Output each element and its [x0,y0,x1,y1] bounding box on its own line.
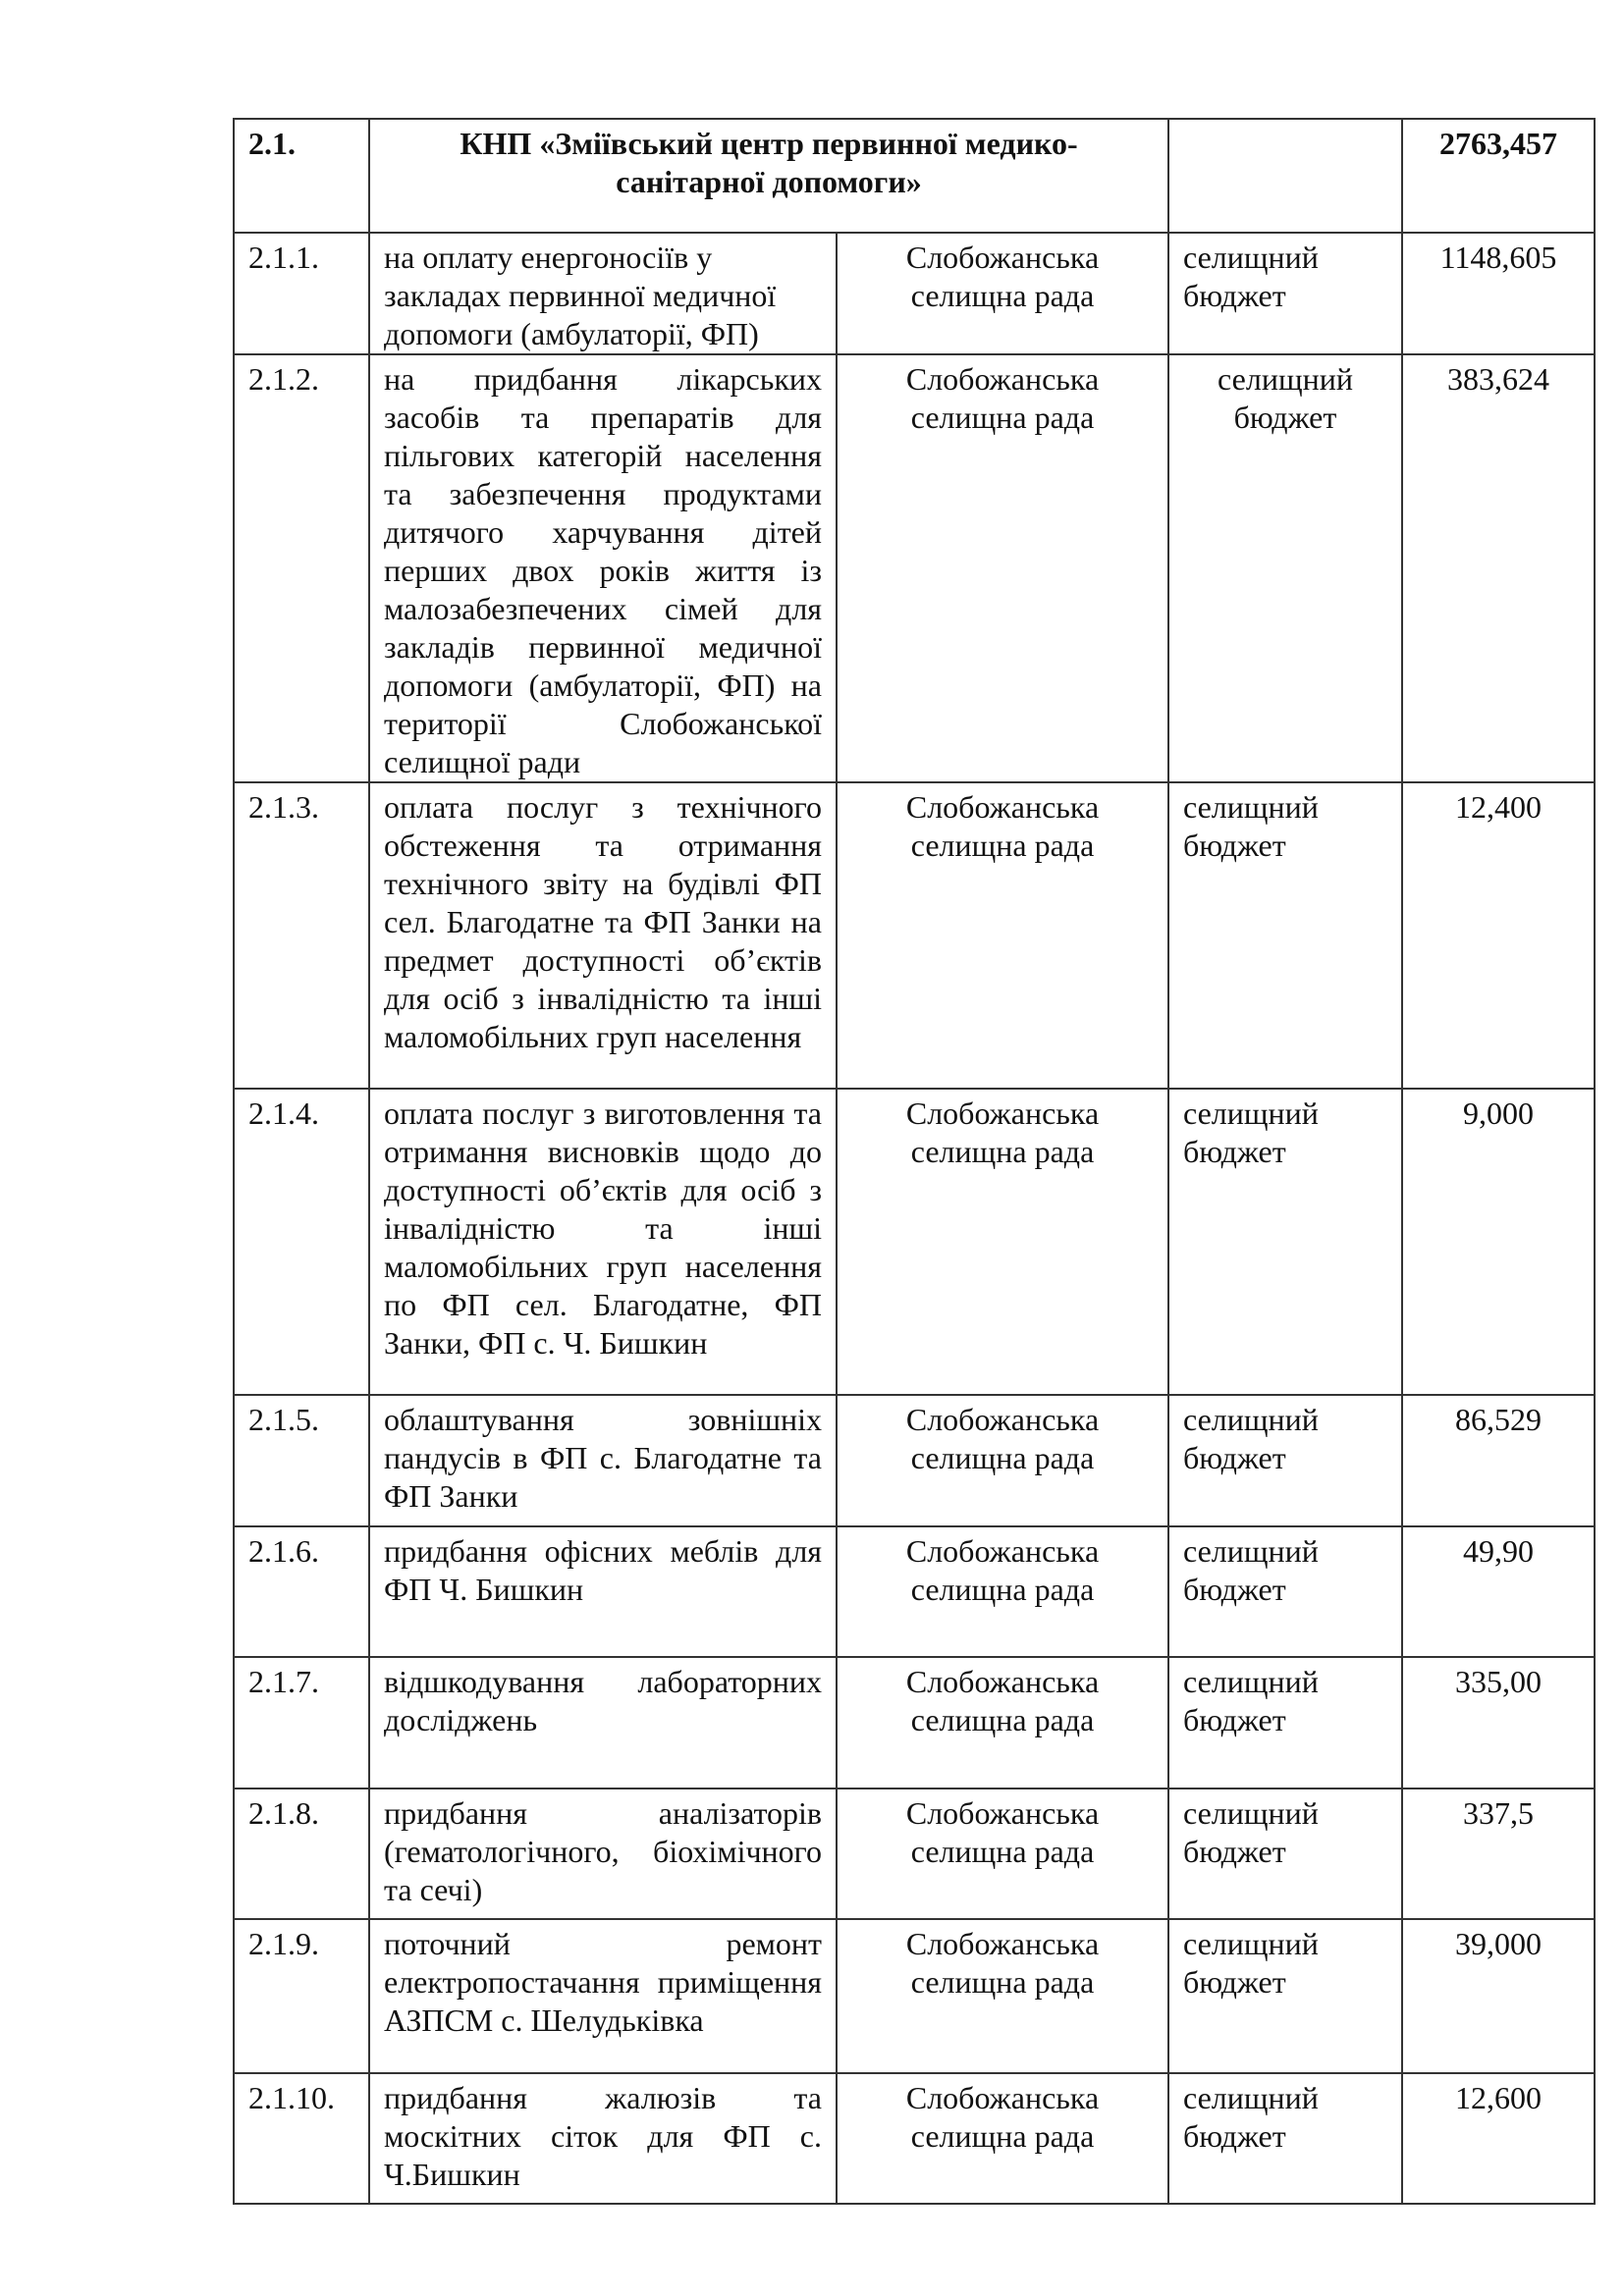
item-number: 2.1.10. [234,2073,369,2204]
item-description: облаштування зовнішніх пандусів в ФП с. Благодатне та ФП Занки [369,1395,837,1526]
section-header-row [234,119,1595,233]
table-row [234,2073,1595,2204]
table-row [234,233,1595,354]
item-source: селищний бюджет [1168,782,1402,1089]
item-source: селищний бюджет [1168,1919,1402,2073]
item-amount: 12,600 [1402,2073,1595,2204]
item-amount: 49,90 [1402,1526,1595,1657]
item-number: 2.1.8. [234,1789,369,1919]
item-amount: 1148,605 [1402,233,1595,354]
item-description: придбання жалюзів та москітних сіток для ФП с. Ч.Бишкин [369,2073,837,2204]
item-description: придбання аналізаторів (гематологічного, біохімічного та сечі) [369,1789,837,1919]
item-amount: 337,5 [1402,1789,1595,1919]
item-number: 2.1.2. [234,354,369,782]
item-source: селищний бюджет [1168,233,1402,354]
item-executor: Слобожанська селищна рада [837,354,1168,782]
item-source: селищний бюджет [1168,1395,1402,1526]
item-executor: Слобожанська селищна рада [837,1395,1168,1526]
item-source: селищний бюджет [1168,1789,1402,1919]
section-number: 2.1. [234,119,369,233]
item-amount: 383,624 [1402,354,1595,782]
item-description: на оплату енергоносіїв у закладах первинної медичної допомоги (амбулаторії, ФП) [369,233,837,354]
item-executor: Слобожанська селищна рада [837,2073,1168,2204]
item-number: 2.1.9. [234,1919,369,2073]
section-title: КНП «Зміївський центр первинної медико- санітарної допомоги» [369,119,1168,233]
item-executor: Слобожанська селищна рада [837,1089,1168,1395]
table-row [234,1789,1595,1919]
item-amount: 39,000 [1402,1919,1595,2073]
item-source: селищний бюджет [1168,1526,1402,1657]
item-executor: Слобожанська селищна рада [837,782,1168,1089]
item-amount: 335,00 [1402,1657,1595,1789]
item-number: 2.1.5. [234,1395,369,1526]
item-amount: 12,400 [1402,782,1595,1089]
item-executor: Слобожанська селищна рада [837,1919,1168,2073]
budget-table [233,118,1596,2205]
item-source: селищний бюджет [1168,354,1402,782]
item-number: 2.1.7. [234,1657,369,1789]
item-executor: Слобожанська селищна рада [837,233,1168,354]
item-amount: 9,000 [1402,1089,1595,1395]
item-description: оплата послуг з технічного обстеження та отримання технічного звіту на будівлі ФП сел. Благодатне та ФП Занки на предмет доступності об’єктів для осіб з інвалідністю та інші маломобільних груп населення [369,782,837,1089]
table-row [234,1089,1595,1395]
item-source: селищний бюджет [1168,1089,1402,1395]
table-row [234,782,1595,1089]
item-description: придбання офісних меблів для ФП Ч. Бишкин [369,1526,837,1657]
section-amount: 2763,457 [1402,119,1595,233]
item-number: 2.1.3. [234,782,369,1089]
item-number: 2.1.1. [234,233,369,354]
item-number: 2.1.4. [234,1089,369,1395]
item-executor: Слобожанська селищна рада [837,1657,1168,1789]
item-amount: 86,529 [1402,1395,1595,1526]
table-row [234,1657,1595,1789]
item-description: відшкодування лабораторних досліджень [369,1657,837,1789]
item-description: поточний ремонт електропостачання приміщення АЗПСМ с. Шелудьківка [369,1919,837,2073]
table-row [234,1526,1595,1657]
item-description: на придбання лікарських засобів та препаратів для пільгових категорій населення та забезпечення продуктами дитячого харчування дітей перших двох років життя із малозабезпечених сімей для закладів первинної медичної допомоги (амбулаторії, ФП) на території Слобожанської селищної ради [369,354,837,782]
section-source-cell [1168,119,1402,233]
item-executor: Слобожанська селищна рада [837,1526,1168,1657]
item-executor: Слобожанська селищна рада [837,1789,1168,1919]
item-description: оплата послуг з виготовлення та отримання висновків щодо до доступності об’єктів для осіб з інвалідністю та інші маломобільних груп населення по ФП сел. Благодатне, ФП Занки, ФП с. Ч. Бишкин [369,1089,837,1395]
item-number: 2.1.6. [234,1526,369,1657]
table-row [234,1395,1595,1526]
item-source: селищний бюджет [1168,1657,1402,1789]
table-row [234,1919,1595,2073]
item-source: селищний бюджет [1168,2073,1402,2204]
table-row [234,354,1595,782]
